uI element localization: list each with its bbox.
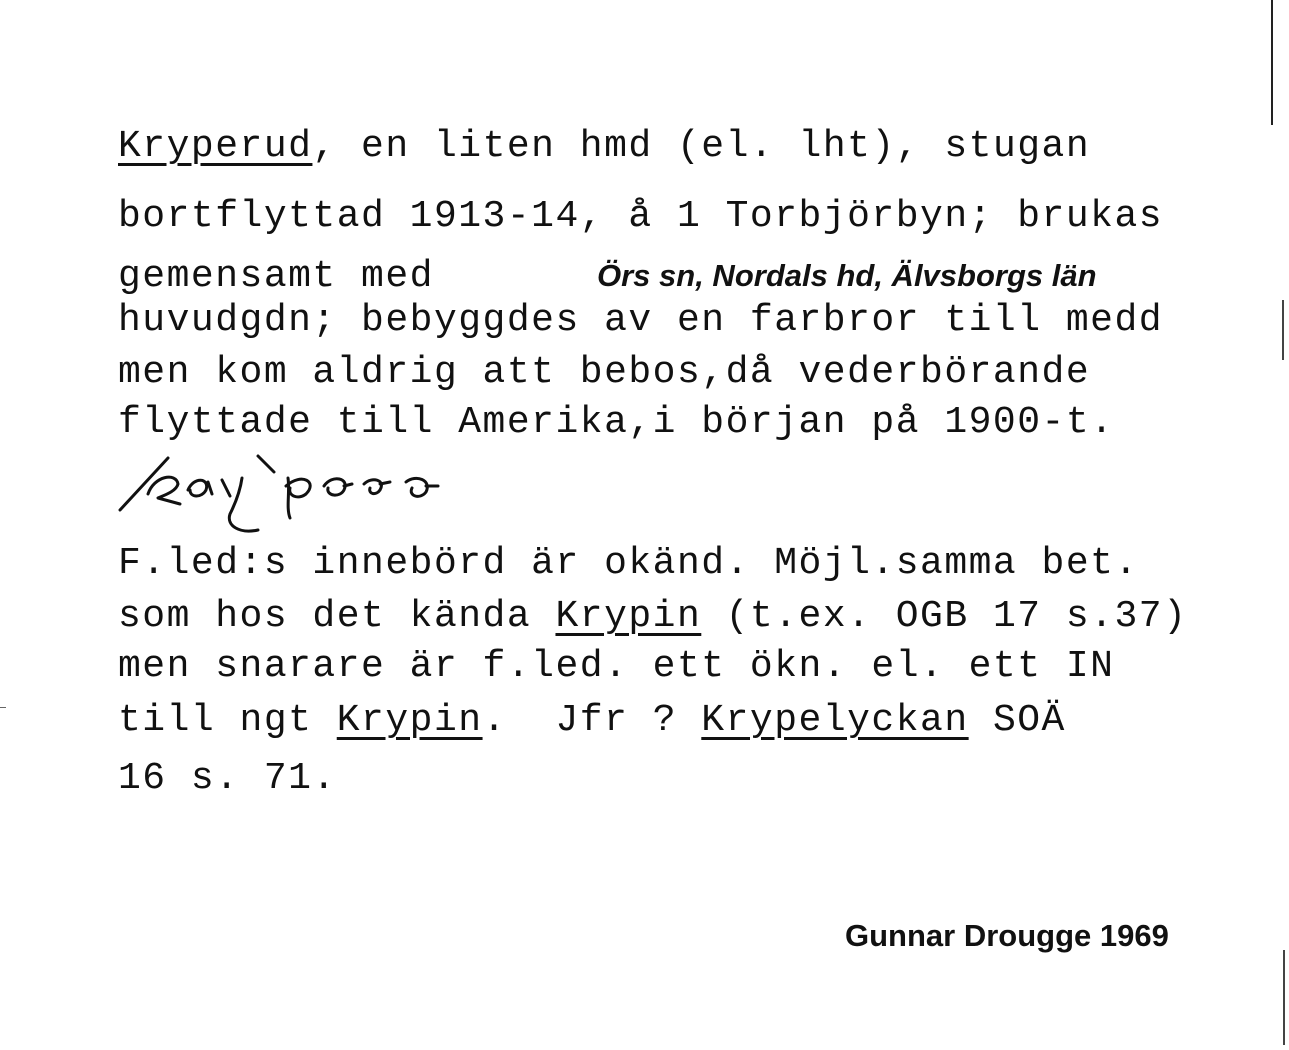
text-line-2: bortflyttad 1913-14, å 1 Torbjörbyn; brukas xyxy=(118,195,1164,238)
card-edge-line xyxy=(1271,0,1273,125)
text-line-11: 16 s. 71. xyxy=(118,757,337,800)
text-line-4: huvudgdn; bebyggdes av en farbror till medd xyxy=(118,299,1164,342)
reference-krypin: Krypin xyxy=(336,699,483,742)
headword-description: , en liten hmd (el. lht), stugan xyxy=(312,125,1091,168)
text-line-10 xyxy=(118,699,1066,742)
card-edge-line xyxy=(1283,950,1285,1045)
text-line-7: F.led:s innebörd är okänd. Möjl.samma bet. xyxy=(118,542,1139,585)
text-line-1 xyxy=(118,125,1091,168)
text-segment: till ngt xyxy=(118,699,337,742)
card-edge-mark xyxy=(0,707,6,708)
card-edge-line xyxy=(1282,300,1284,360)
text-segment: som hos det kända xyxy=(118,595,556,638)
headword: Kryperud xyxy=(118,125,313,168)
text-line-3: gemensamt med xyxy=(118,255,434,298)
text-line-9: men snarare är f.led. ett ökn. el. ett IN xyxy=(118,645,1115,688)
text-segment: . Jfr ? xyxy=(482,699,702,742)
handwritten-phonetic-transcription xyxy=(118,452,498,552)
reference-krypelyckan: Krypelyckan xyxy=(701,699,969,742)
text-line-8 xyxy=(118,595,1188,638)
reference-krypin: Krypin xyxy=(555,595,702,638)
text-segment: SOÄ xyxy=(968,699,1066,742)
signature: Gunnar Drougge 1969 xyxy=(845,918,1169,953)
text-line-5: men kom aldrig att bebos,då vederbörande xyxy=(118,351,1091,394)
parish-stamp: Örs sn, Nordals hd, Älvsborgs län xyxy=(597,258,1097,293)
text-segment: (t.ex. OGB 17 s.37) xyxy=(701,595,1188,638)
text-line-6: flyttade till Amerika,i början på 1900-t. xyxy=(118,401,1115,444)
